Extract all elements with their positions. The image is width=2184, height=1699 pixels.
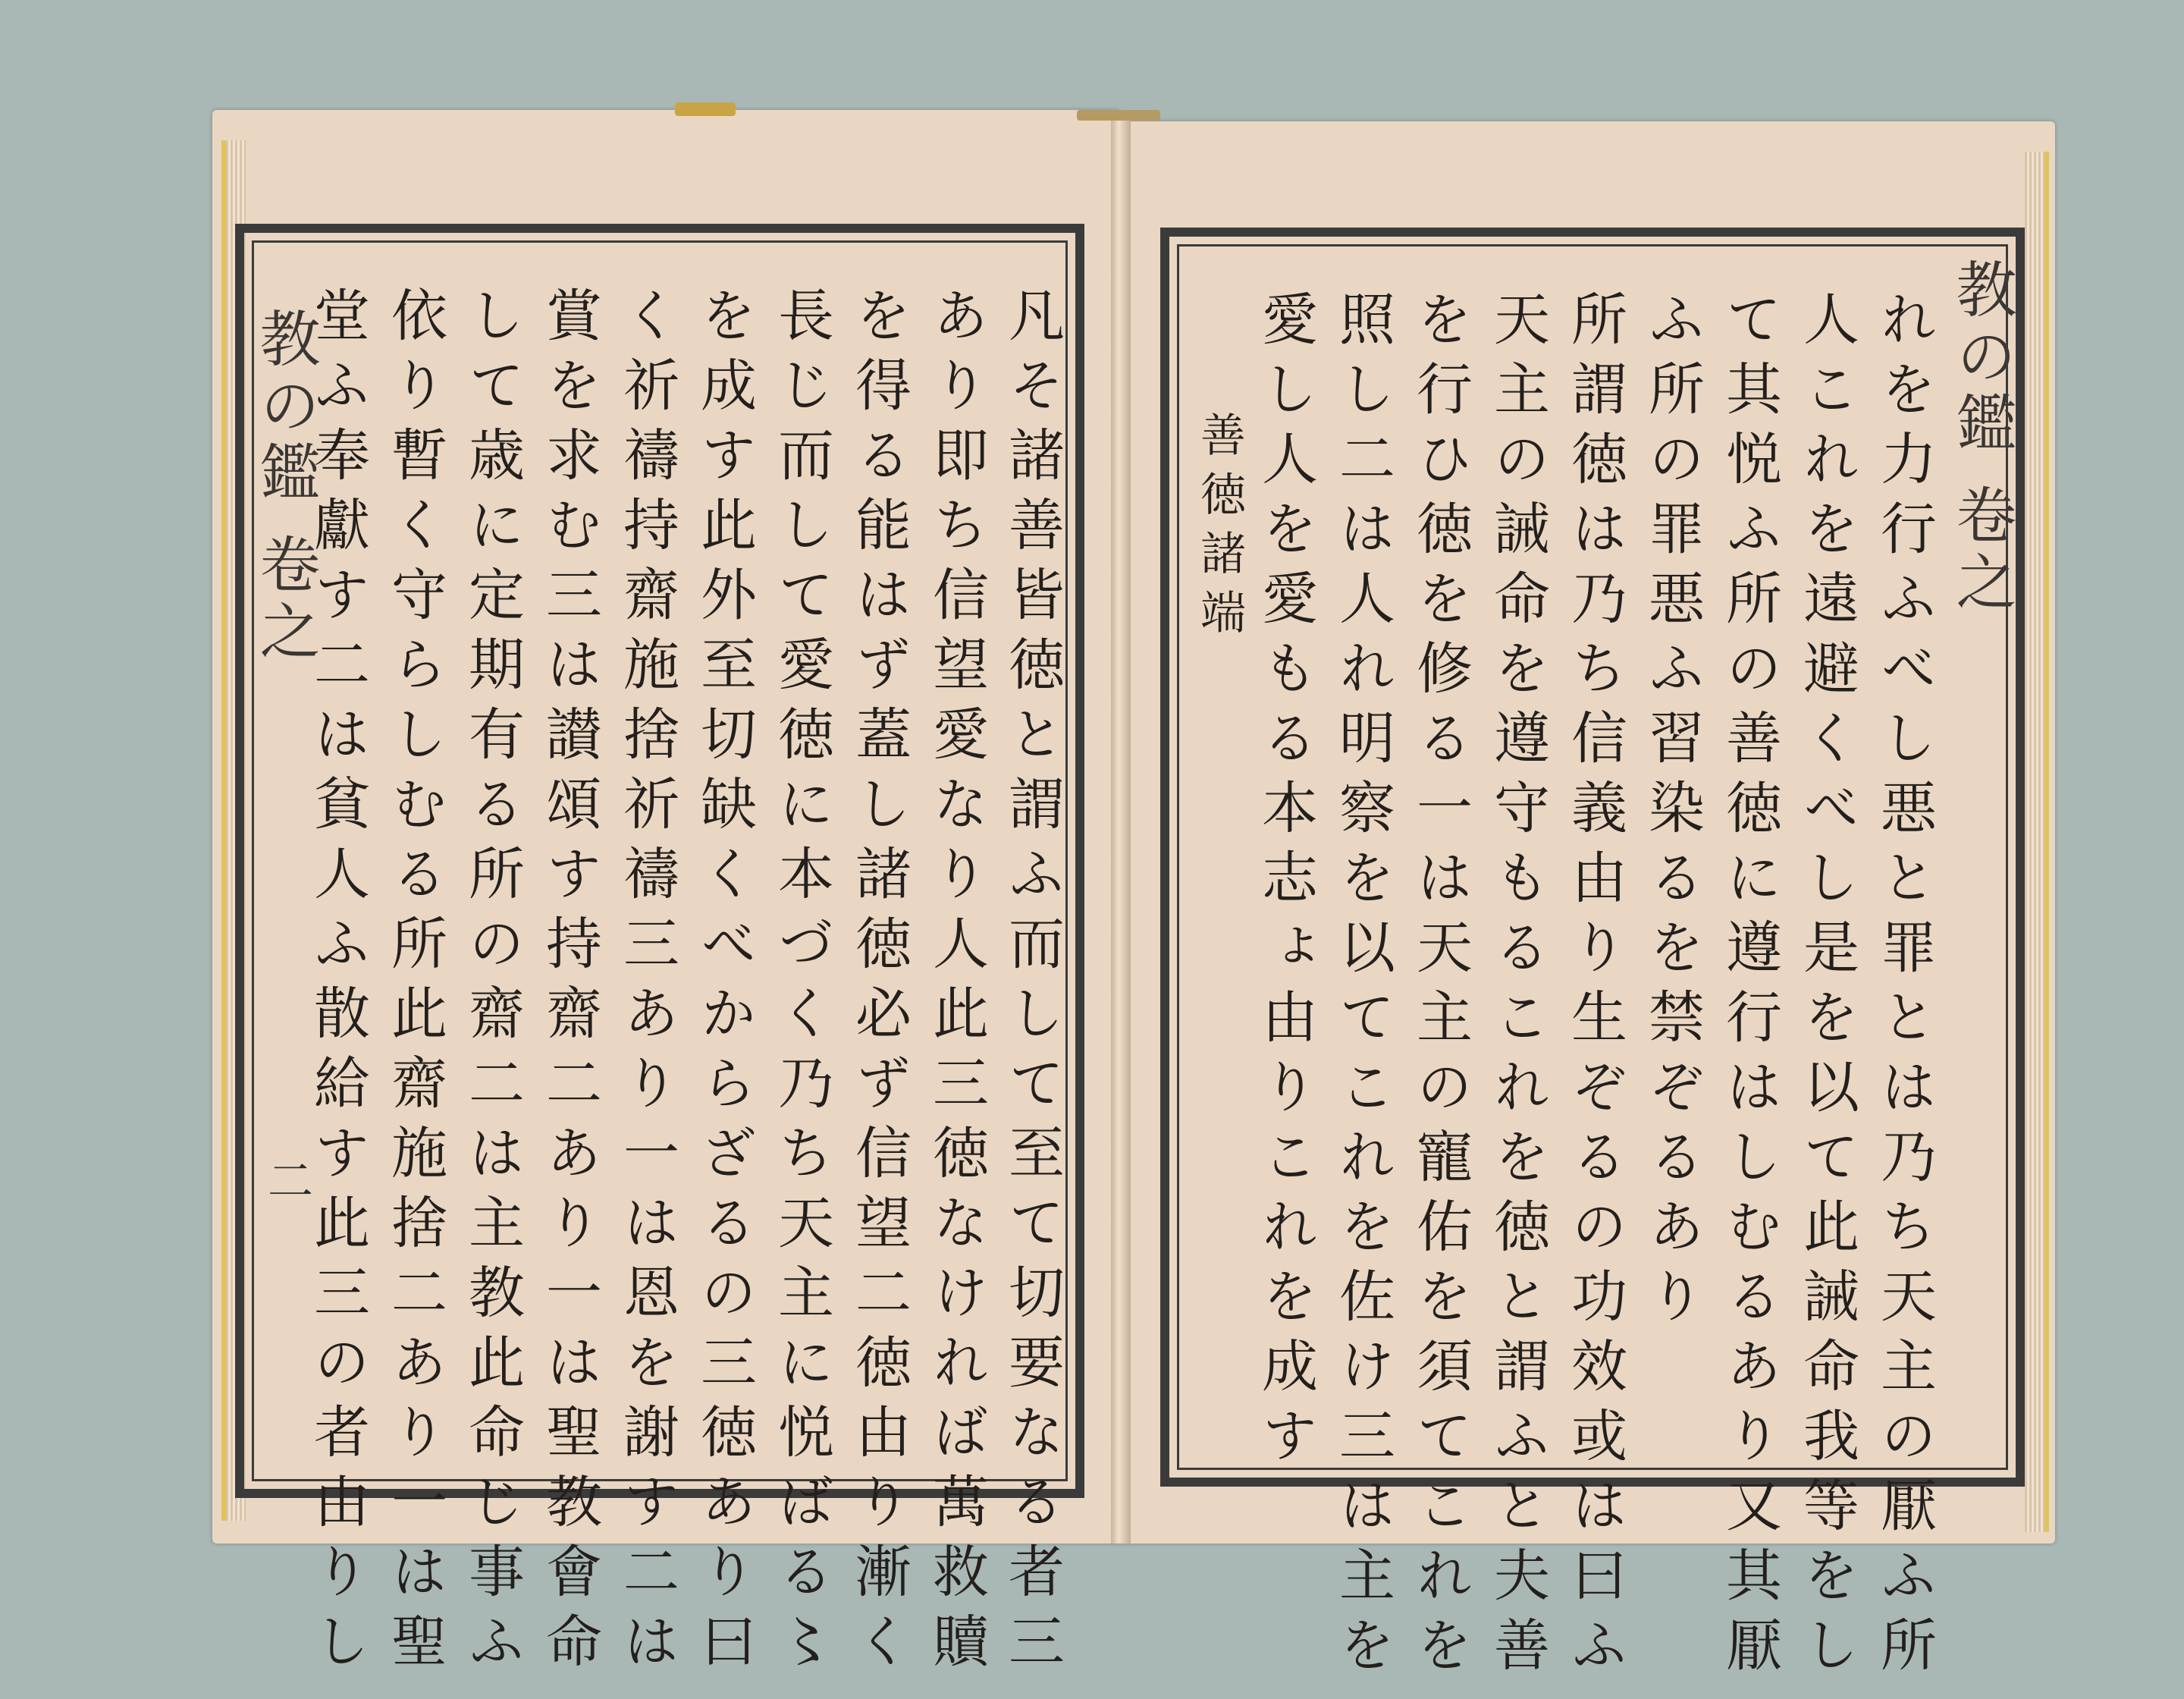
- right-col-5: 所謂徳は乃ち信義由り生ぞるの功效或は曰ふ: [1562, 290, 1627, 1685]
- right-col-9: 愛し人を愛もる本志ょ由りこれを成す: [1253, 290, 1318, 1476]
- left-col-1: 凡そ諸善皆徳と謂ふ而して至て切要なる者三: [999, 286, 1065, 1682]
- right-col-3: て其悦ふ所の善徳に遵行はしむるあり又其厭: [1717, 290, 1782, 1685]
- binding-mark: [1077, 110, 1160, 121]
- right-margin-label: 教の鑑 卷之: [1946, 258, 2016, 617]
- left-folio: 二: [260, 1157, 313, 1202]
- right-col-2: 人これを遠避くべし是を以て此誡命我等をし: [1794, 290, 1859, 1685]
- left-margin-label: 教の鑑 卷之: [249, 307, 320, 667]
- right-col-1: れを力行ふべし悪と罪とは乃ち天主の厭ふ所: [1872, 290, 1937, 1685]
- left-col-6: く祈禱持齋施捨祈禱三あり一は恩を謝す二は: [614, 286, 679, 1682]
- tape-mark: [675, 102, 736, 116]
- left-col-5: を成す此外至切缺くべからざるの三徳あり曰: [692, 286, 757, 1682]
- right-page-edges: [2025, 152, 2049, 1532]
- right-text-frame: [1160, 228, 2025, 1685]
- right-col-8: 照し二は人れ明察を以てこれを佐け三は主を: [1330, 290, 1395, 1685]
- left-page: [212, 110, 1119, 1682]
- left-col-10: 堂ふ奉獻す二は貧人ふ散給す此三の者由りし: [305, 286, 370, 1682]
- book-spine: [1111, 118, 1131, 1544]
- left-col-7: 賞を求む三は讃頌す持齋二あり一は聖教會命: [537, 286, 602, 1682]
- right-col-6: 天主の誡命を遵守もるこれを徳と謂ふと夫善: [1485, 290, 1550, 1685]
- left-text-frame: [235, 224, 1084, 1682]
- left-col-8: して歳に定期有る所の齋二は主教此命じ事ふ: [460, 286, 525, 1682]
- right-col-10: 善徳諸端: [1193, 411, 1246, 648]
- left-col-3: を得る能はず蓋し諸徳必ず信望二徳由り漸く: [846, 286, 912, 1682]
- right-col-4: ふ所の罪悪ふ習染るを禁ぞるあり: [1640, 290, 1705, 1336]
- open-book: [212, 102, 2055, 1685]
- right-col-7: を行ひ徳を修る一は天主の寵佑を須てこれを: [1407, 290, 1473, 1685]
- left-col-4: 長じ而して愛徳に本づく乃ち天主に悦ばる〻: [769, 286, 834, 1682]
- left-col-9: 依り暫く守らしむる所此齋施捨二あり一は聖: [382, 286, 447, 1682]
- left-col-2: あり即ち信望愛なり人此三徳なければ萬救贖: [924, 286, 989, 1682]
